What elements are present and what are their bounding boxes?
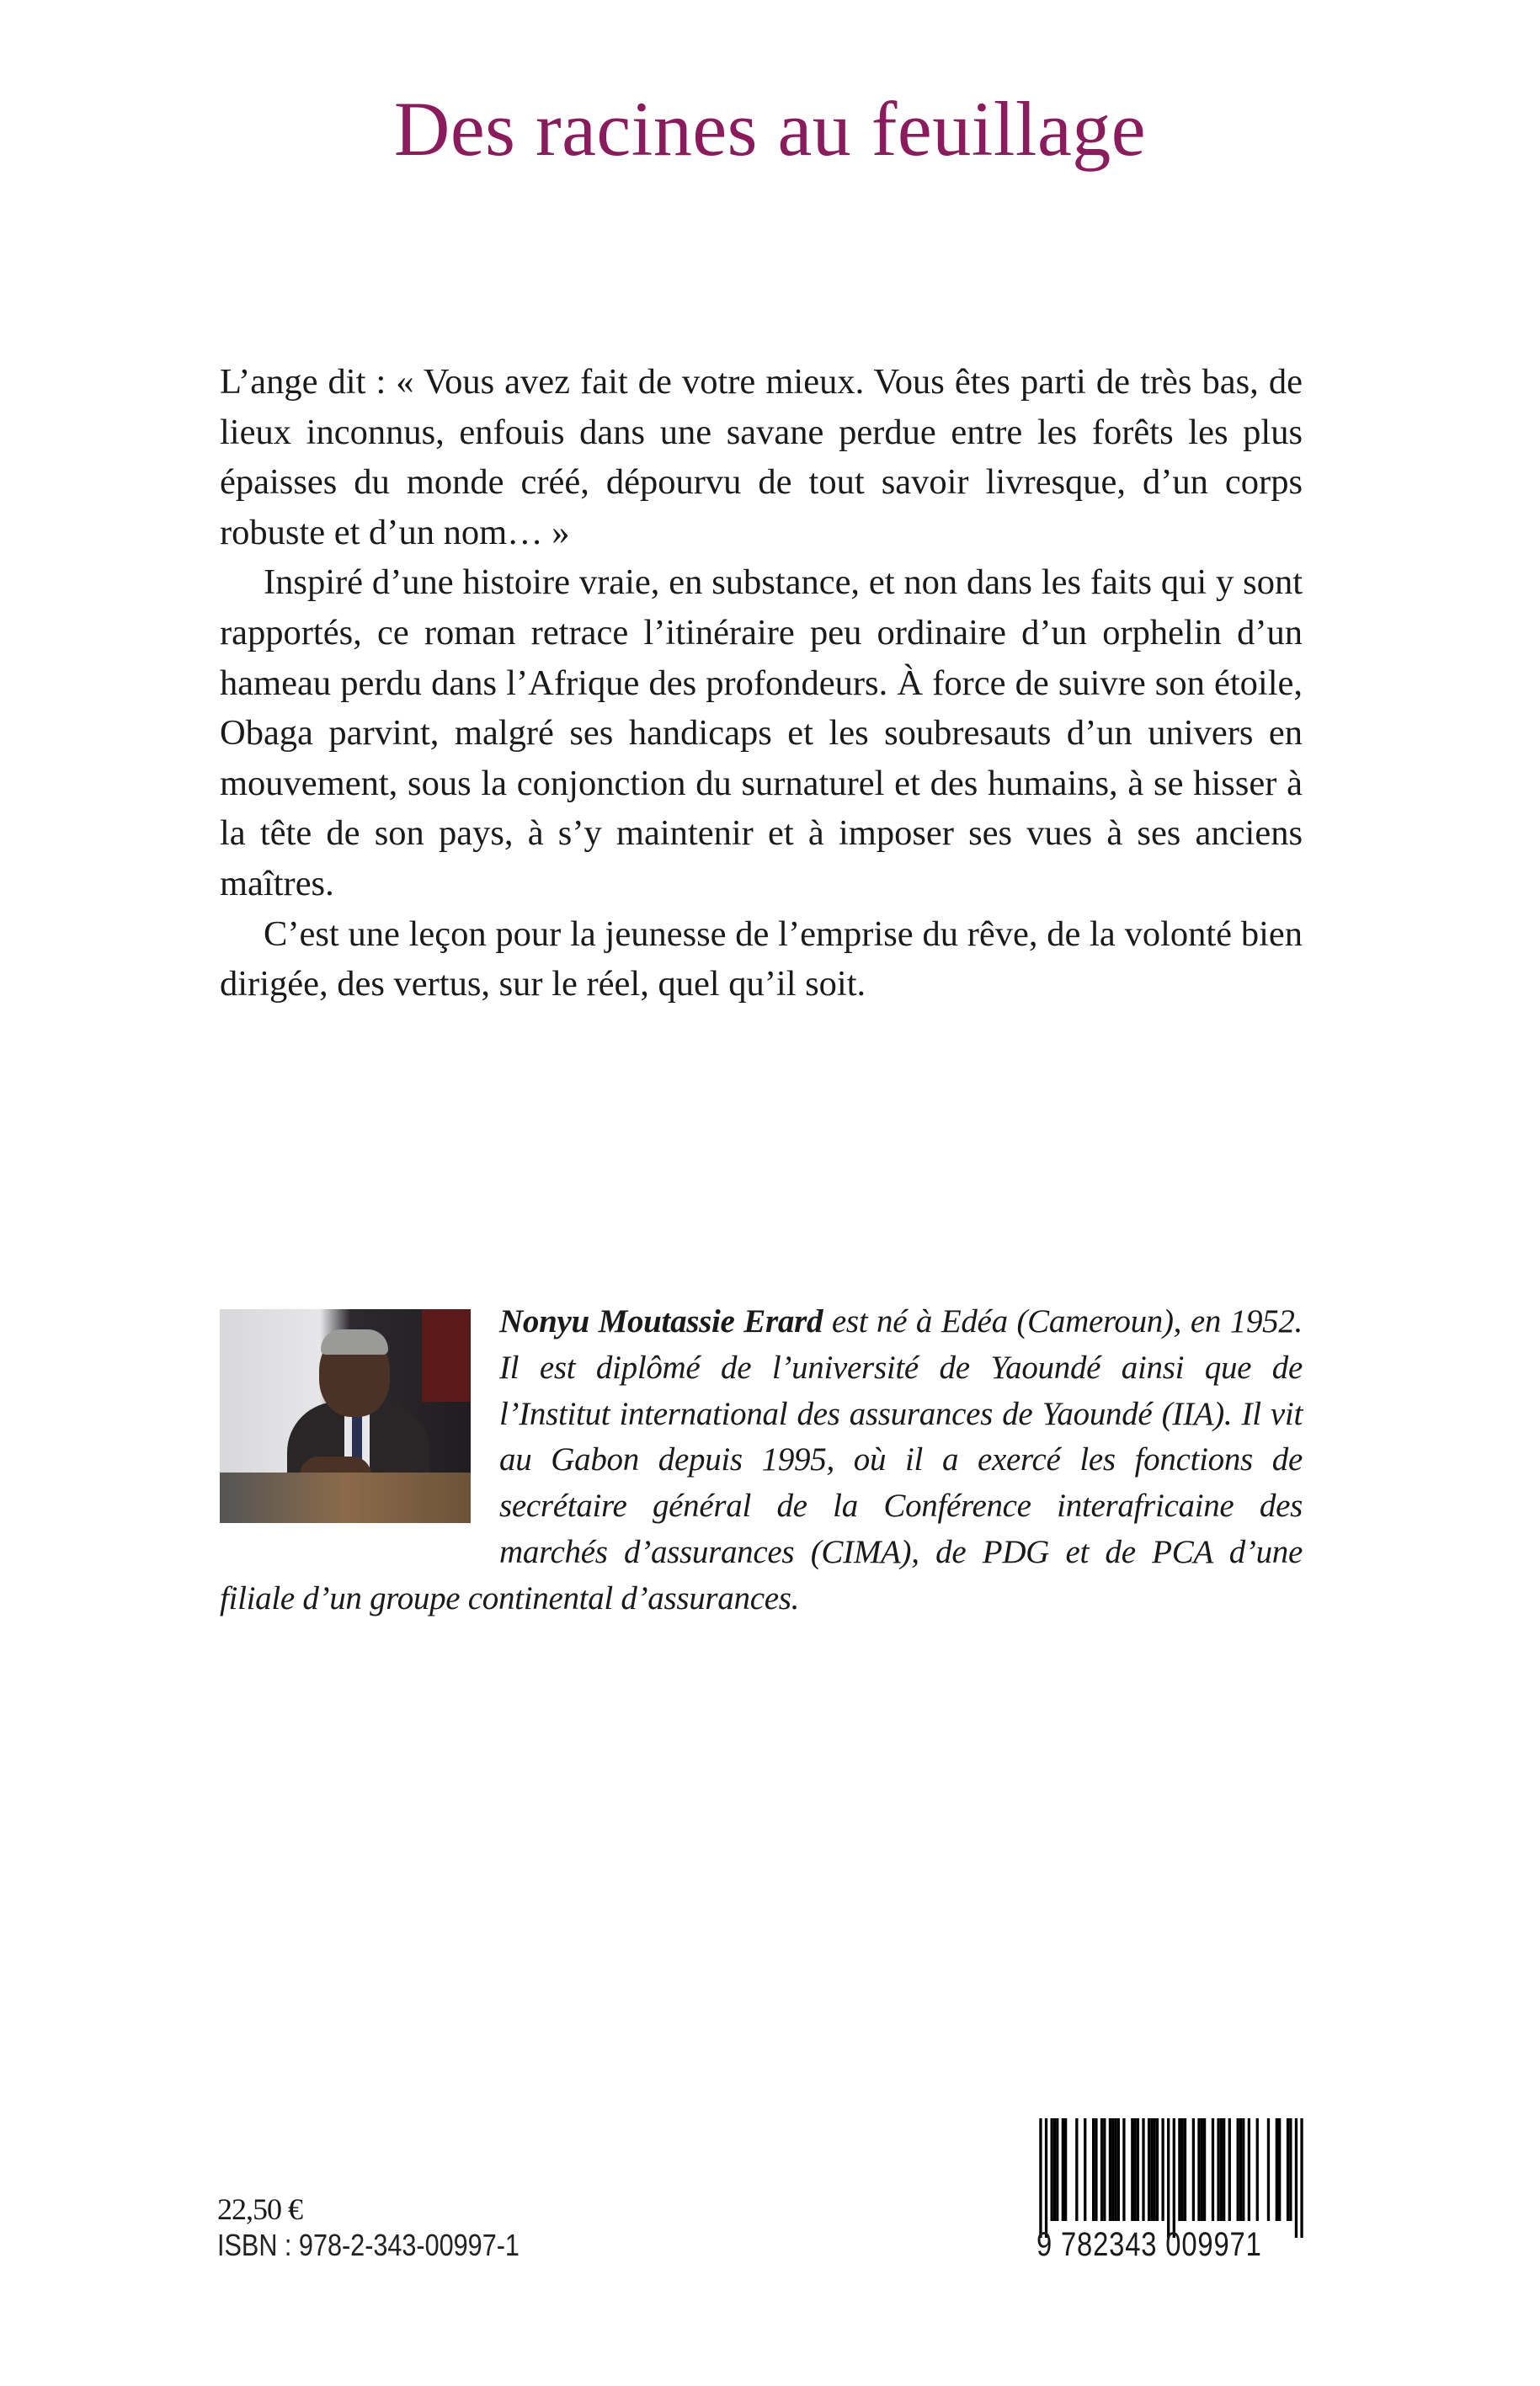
barcode-bar (1220, 2118, 1223, 2221)
back-cover-blurb (220, 357, 1303, 1009)
barcode-bar (1161, 2118, 1164, 2221)
barcode-bar (1228, 2118, 1231, 2221)
barcode-bar (1056, 2118, 1058, 2221)
barcode-bar (1181, 2118, 1184, 2221)
barcode-bar (1064, 2118, 1067, 2221)
barcode-bar (1062, 2118, 1064, 2221)
barcode-bar (1201, 2118, 1203, 2221)
barcode-bar (1237, 2118, 1239, 2221)
barcode-bar (1289, 2118, 1292, 2221)
isbn: ISBN : 978-2-343-00997-1 (217, 2228, 520, 2262)
barcode-bar (1197, 2118, 1200, 2221)
barcode-bar (1173, 2118, 1175, 2238)
barcode-bar (1156, 2118, 1159, 2221)
barcode-bar (1287, 2118, 1289, 2221)
barcode-bar (1150, 2118, 1153, 2221)
barcode-bar (1095, 2118, 1097, 2221)
barcode-bar (1103, 2118, 1106, 2221)
barcode-bar (1053, 2118, 1056, 2221)
barcode-digits: 9 782343 009971 (1036, 2226, 1262, 2263)
author-photo (220, 1309, 471, 1523)
barcode-bar (1192, 2118, 1195, 2221)
barcode-bar (1114, 2118, 1116, 2221)
barcode-bar (1131, 2118, 1133, 2221)
barcode-bar (1133, 2118, 1136, 2221)
barcode (1036, 2118, 1306, 2266)
barcode-bar (1111, 2118, 1114, 2221)
blurb-paragraph-1: L’ange dit : « Vous avez fait de votre mieux. Vous êtes parti de très bas, de lieux inconnus, enfouis dans une savane perdue entre les forêts les plus épaisses du monde créé, dépourvu de tout savoir livresque, d’un corps robuste et d’un nom… » (220, 362, 1303, 552)
barcode-bar (1050, 2118, 1052, 2221)
barcode-bar (1242, 2118, 1244, 2221)
barcode-bar (1117, 2118, 1120, 2221)
author-name: Nonyu Moutassie Erard (499, 1303, 823, 1339)
barcode-bar (1142, 2118, 1144, 2221)
barcode-bar (1167, 2118, 1170, 2238)
barcode-bar (1154, 2118, 1156, 2221)
blurb-paragraph-3: C’est une leçon pour la jeunesse de l’emprise du rêve, de la volonté bien dirigée, des vertus, sur le réel, quel qu’il soit. (220, 913, 1303, 1004)
barcode-bar (1300, 2118, 1303, 2238)
barcode-bar (1223, 2118, 1225, 2221)
barcode-bar (1045, 2118, 1047, 2238)
barcode-bar (1203, 2118, 1206, 2221)
blurb-paragraph-2: Inspiré d’une histoire vraie, en substance, et non dans les faits qui y sont rapportés, ce roman retrace l’itinéraire peu ordinaire d’un orphelin d’un hameau perdu dans l’Afrique des profondeurs. À force de suivre son étoile, Obaga parvint, malgré ses handicaps et les soubresauts d’un univers en mouvement, sous la conjonction du surnaturel et des humains, à se hisser à la tête de son pays, à s’y maintenir et à imposer ses vues à ses anciens maîtres. (220, 562, 1303, 903)
barcode-bar (1239, 2118, 1242, 2221)
author-bio (220, 1299, 1303, 1622)
barcode-bar (1039, 2118, 1042, 2238)
barcode-bar (1278, 2118, 1281, 2221)
barcode-bar (1137, 2118, 1139, 2221)
barcode-bar (1084, 2118, 1086, 2221)
barcode-bar (1212, 2118, 1214, 2221)
barcode-bars (1036, 2118, 1306, 2238)
book-title: Des racines au feuillage (393, 86, 1147, 172)
barcode-bar (1184, 2118, 1186, 2221)
barcode-bar (1217, 2118, 1219, 2221)
barcode-bar (1178, 2118, 1180, 2221)
barcode-bar (1148, 2118, 1150, 2221)
barcode-bar (1075, 2118, 1078, 2221)
barcode-bar (1256, 2118, 1259, 2221)
barcode-bar (1248, 2118, 1250, 2221)
price: 22,50 € (217, 2192, 302, 2226)
barcode-bar (1109, 2118, 1111, 2221)
barcode-bar (1092, 2118, 1095, 2221)
barcode-bar (1276, 2118, 1278, 2221)
barcode-bar (1267, 2118, 1270, 2221)
barcode-bar (1295, 2118, 1298, 2238)
author-bio-text: est né à Edéa (Cameroun), en 1952. Il est diplômé de l’université de Yaoundé ainsi que de l’Institut international des assurances de Yaoundé (IIA). Il vit au Gabon depuis 1995, où il a exercé les fonctions de secrétaire général de la Conférence interafricaine des marchés d’assurances (CIMA), de PDG et de PCA d’une filiale d’un groupe continental d’assurances. (220, 1303, 1303, 1616)
barcode-bar (1100, 2118, 1103, 2221)
barcode-bar (1122, 2118, 1125, 2221)
